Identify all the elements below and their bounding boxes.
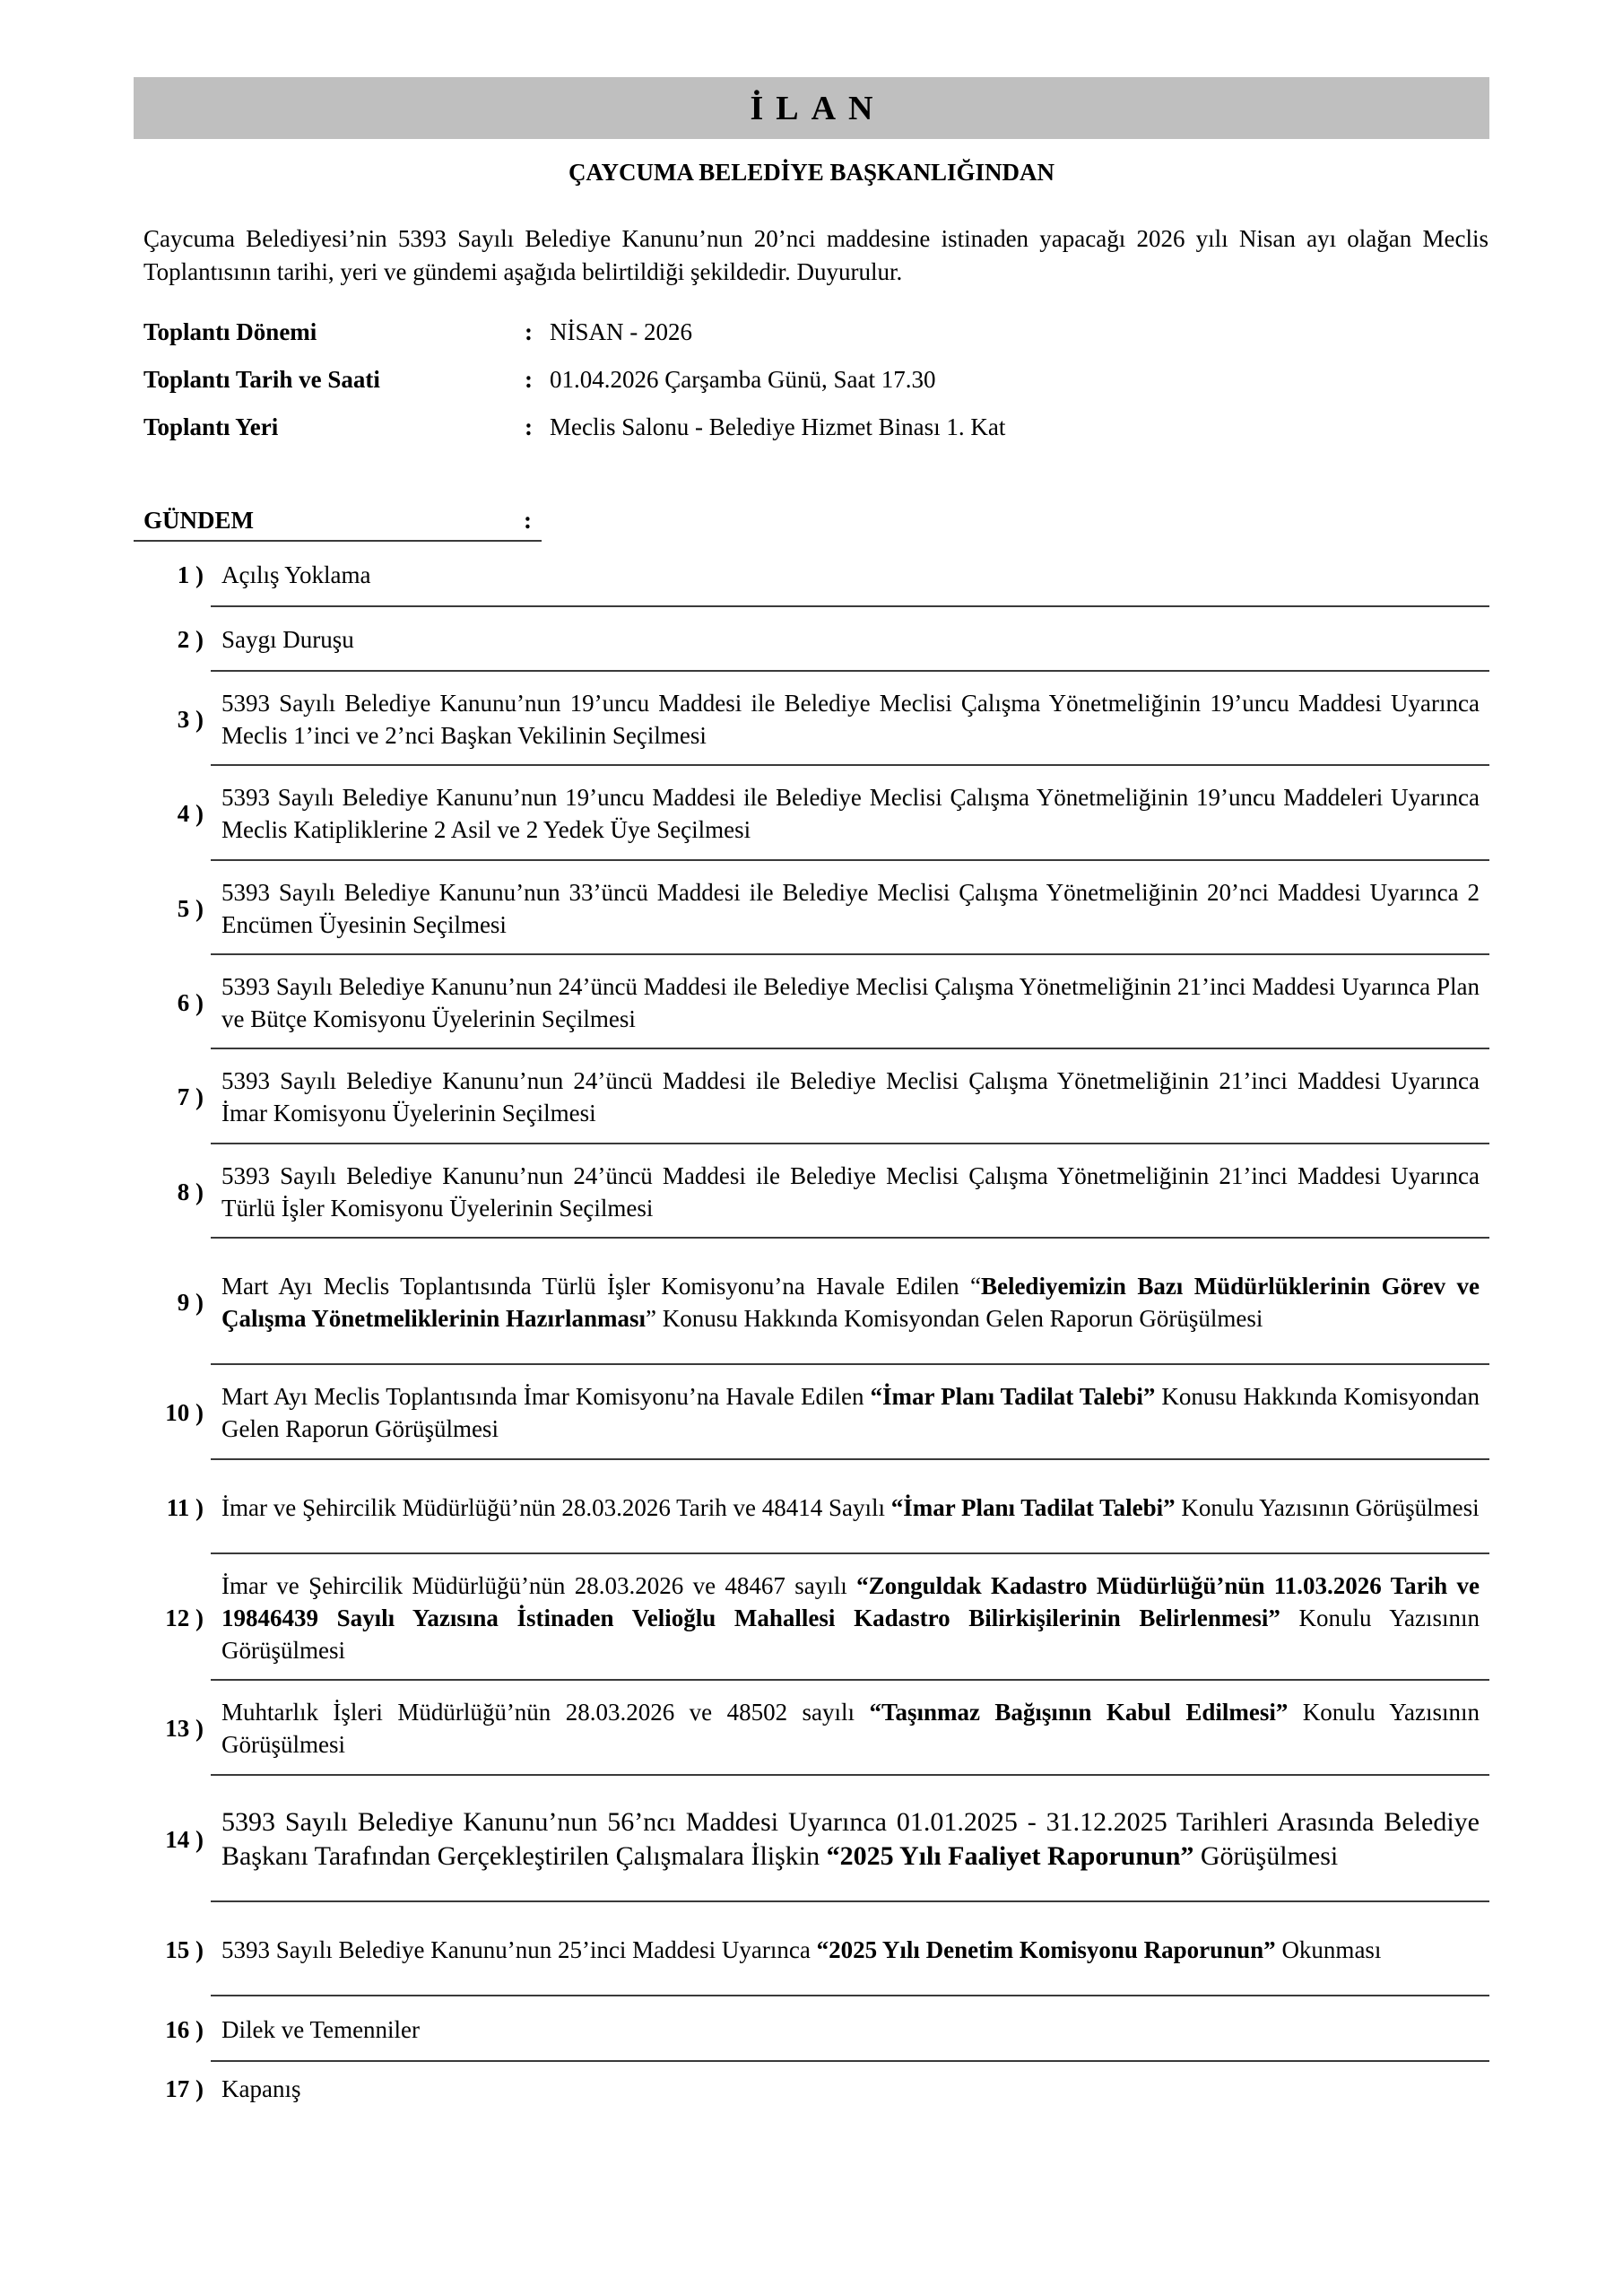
agenda-item-number: 2 ) [177,626,204,653]
info-colon: : [525,366,533,393]
agenda-item-text [221,2013,1480,2046]
agenda-item-number: 6 ) [177,988,204,1016]
info-row-location [143,411,1488,458]
agenda-item [134,1365,1489,1460]
agenda-item [134,1996,1489,2062]
agenda-item-emphasis: “2025 Yılı Faaliyet Raporunun” [826,1840,1194,1871]
agenda-item-number: 9 ) [177,1288,204,1316]
agenda-item-number: 10 ) [165,1399,204,1426]
agenda-item-text-part: Saygı Duruşu [221,626,354,653]
agenda-item-text-part: Muhtarlık İşleri Müdürlüğü’nün 28.03.2026 ve 48502 sayılı [221,1699,870,1726]
agenda-item-emphasis: “2025 Yılı Denetim Komisyonu Raporunun” [816,1935,1276,1963]
agenda-item-text-part: Açılış Yoklama [221,561,371,588]
info-row-period [143,316,1488,363]
agenda-item [134,1144,1489,1239]
intro-paragraph: Çaycuma Belediyesi’nin 5393 Sayılı Belediye Kanunu’nun 20’nci maddesine istinaden yapacağı 2026 yılı Nisan ayı olağan Meclis Toplantısının tarihi, yeri ve gündemi aşağıda belirtildiği şekildedir. Duyurulur. [143,225,1488,285]
agenda-item-text-part: Görüşülmesi [1193,1840,1339,1871]
info-row-datetime [143,363,1488,411]
agenda-item [134,672,1489,766]
agenda-item-text-part: Konulu Yazısının Görüşülmesi [221,1699,1480,1758]
agenda-heading [134,504,542,542]
agenda-item-number: 14 ) [165,1825,204,1853]
info-value: NİSAN - 2026 [550,318,692,345]
agenda-item-text-part: 5393 Sayılı Belediye Kanunu’nun 25’inci Maddesi Uyarınca [221,1935,817,1963]
agenda-item-text [221,559,1480,591]
agenda-item [134,2062,1489,2116]
agenda-item [134,542,1489,607]
agenda-item-text-part: İmar ve Şehircilik Müdürlüğü’nün 28.03.2026 ve 48467 sayılı [221,1571,857,1599]
agenda-item-text [221,1160,1480,1224]
agenda-item-text-part: 5393 Sayılı Belediye Kanunu’nun 24’üncü Maddesi ile Belediye Meclisi Çalışma Yönetmeliğinin 21’inci Maddesi Uyarınca Türlü İşler Komisyonu Üyelerinin Seçilmesi [221,1161,1480,1222]
agenda-item-text [221,687,1480,752]
agenda-item-emphasis: “İmar Planı Tadilat Talebi” [870,1383,1156,1410]
agenda-item-text-part: Konusu Hakkında Komisyondan Gelen Raporun Görüşülmesi [221,1383,1480,1442]
agenda-item-text-part: Konulu Yazısının Görüşülmesi [221,1604,1480,1664]
agenda-item-emphasis: “Taşınmaz Bağışının Kabul Edilmesi” [869,1699,1289,1726]
title-band [134,77,1489,139]
info-colon: : [525,318,533,345]
meeting-info [143,316,1488,458]
page-title: İLAN [750,89,886,127]
agenda-item-emphasis: Belediyemizin Bazı Müdürlüklerinin Görev ve Çalışma Yönetmeliklerinin Hazırlanması [221,1272,1480,1332]
agenda-item-text-part: 5393 Sayılı Belediye Kanunu’nun 24’üncü Maddesi ile Belediye Meclisi Çalışma Yönetmeliğinin 21’inci Maddesi Uyarınca İmar Komisyonu Üyelerinin Seçilmesi [221,1067,1480,1126]
agenda-item-number: 8 ) [177,1178,204,1205]
agenda-item-text-part: Konulu Yazısının Görüşülmesi [1175,1493,1480,1521]
agenda-item-emphasis: “İmar Planı Tadilat Talebi” [890,1493,1176,1521]
agenda-item-text-part: 5393 Sayılı Belediye Kanunu’nun 33’üncü Maddesi ile Belediye Meclisi Çalışma Yönetmeliğinin 20’nci Maddesi Uyarınca 2 Encümen Üyesinin Seçilmesi [221,878,1480,938]
agenda-item [134,1239,1489,1365]
info-label: Toplantı Yeri [143,413,279,440]
info-colon: : [525,413,533,440]
agenda-item [134,861,1489,955]
agenda-item-number: 15 ) [165,1935,204,1963]
agenda-item-text-part: İmar ve Şehircilik Müdürlüğü’nün 28.03.2026 Tarih ve 48414 Sayılı [221,1493,891,1521]
agenda-item-number: 17 ) [165,2075,204,2102]
agenda-item-text-part: Okunması [1275,1935,1382,1963]
agenda-item-number: 16 ) [165,2015,204,2043]
agenda-item-text [221,2073,1480,2105]
issuer-heading: ÇAYCUMA BELEDİYE BAŞKANLIĞINDAN [568,159,1055,186]
agenda-item-text-part: 5393 Sayılı Belediye Kanunu’nun 56’ncı Maddesi Uyarınca 01.01.2025 - 31.12.2025 Tarihleri Arasında Belediye Başkanı Tarafından Gerçekleştirilen Çalışmalara İlişkin [221,1806,1480,1871]
agenda-item-number: 5 ) [177,894,204,922]
agenda-item-emphasis: “Zonguldak Kadastro Müdürlüğü’nün 11.03.2026 Tarih ve 19846439 Sayılı Yazısına İstinaden Velioğlu Mahallesi Kadastro Bilirkişilerinin Belirlenmesi” [221,1571,1480,1631]
agenda-item-number: 1 ) [177,561,204,588]
agenda-item-text [221,623,1480,656]
agenda-item-number: 13 ) [165,1715,204,1742]
agenda-item-text [221,1805,1480,1874]
agenda-list [134,542,1489,2116]
agenda-item-text-part: Mart Ayı Meclis Toplantısında Türlü İşler Komisyonu’na Havale Edilen “ [221,1272,981,1300]
agenda-heading-label: GÜNDEM [143,507,254,534]
agenda-item [134,1049,1489,1144]
agenda-item-number: 3 ) [177,705,204,733]
info-value: 01.04.2026 Çarşamba Günü, Saat 17.30 [550,366,936,393]
agenda-item-text [221,1934,1480,1966]
agenda-item-text [221,876,1480,941]
agenda-item [134,1554,1489,1681]
agenda-item-text [221,1570,1480,1666]
agenda-item [134,766,1489,861]
agenda-item-number: 7 ) [177,1083,204,1110]
agenda-item-number: 4 ) [177,800,204,827]
info-value: Meclis Salonu - Belediye Hizmet Binası 1. Kat [550,413,1006,440]
info-label: Toplantı Tarih ve Saati [143,366,380,393]
agenda-item-text [221,1380,1480,1445]
agenda-item [134,1460,1489,1554]
agenda-item-text-part: 5393 Sayılı Belediye Kanunu’nun 24’üncü Maddesi ile Belediye Meclisi Çalışma Yönetmeliğinin 21’inci Maddesi Uyarınca Plan ve Bütçe Komisyonu Üyelerinin Seçilmesi [221,972,1480,1032]
agenda-item [134,955,1489,1049]
agenda-item-text [221,781,1480,846]
agenda-item-text-part: Mart Ayı Meclis Toplantısında İmar Komisyonu’na Havale Edilen [221,1383,871,1410]
info-label: Toplantı Dönemi [143,318,317,345]
agenda-item-text-part: 5393 Sayılı Belediye Kanunu’nun 19’uncu Maddesi ile Belediye Meclisi Çalışma Yönetmeliğinin 19’uncu Maddesi Uyarınca Meclis 1’inci ve 2’nci Başkan Vekilinin Seçilmesi [221,689,1480,749]
agenda-item-text-part: 5393 Sayılı Belediye Kanunu’nun 19’uncu Maddesi ile Belediye Meclisi Çalışma Yönetmeliğinin 19’uncu Maddeleri Uyarınca Meclis Katipliklerine 2 Asil ve 2 Yedek Üye Seçilmesi [221,784,1480,843]
agenda-item [134,1776,1489,1902]
agenda-item-text-part: Kapanış [221,2075,301,2102]
agenda-item [134,1681,1489,1776]
agenda-item-text-part: Dilek ve Temenniler [221,2015,421,2043]
agenda-item-text [221,1696,1480,1761]
agenda-item-text-part: ” Konusu Hakkında Komisyondan Gelen Raporun Görüşülmesi [645,1304,1263,1332]
agenda-item [134,607,1489,672]
agenda-item-text [221,1065,1480,1129]
agenda-item-text [221,970,1480,1035]
agenda-item-number: 12 ) [165,1604,204,1631]
agenda-heading-colon: : [524,507,532,534]
agenda-item-number: 11 ) [166,1493,204,1521]
agenda-item-text [221,1492,1480,1524]
agenda-item [134,1902,1489,1996]
agenda-item-text [221,1270,1480,1335]
